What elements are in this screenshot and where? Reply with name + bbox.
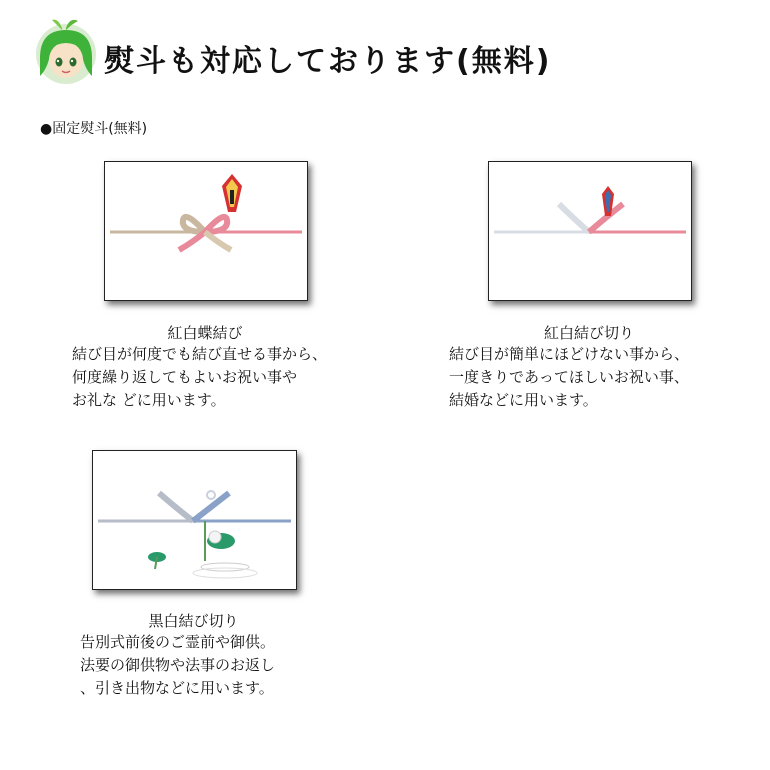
card-title-kokubyaku-musubikiri: 黒白結び切り — [148, 612, 239, 630]
section-label: ●固定熨斗(無料) — [40, 121, 148, 137]
noshi-image-kokubyaku-musubikiri — [92, 450, 297, 590]
card-desc-kohaku-musubikiri: 結び目が簡単にほどけない事から、 一度きりであってほしいお祝い事、 結婚などに用います。 — [449, 345, 690, 409]
card-desc-kohaku-chomusubi: 結び目が何度でも結び直せる事から、 何度繰り返してもよいお祝い事や お礼な どに用います。 — [72, 345, 328, 409]
card-title-kohaku-musubikiri: 紅白結び切り — [543, 324, 634, 342]
card-title-kohaku-chomusubi: 紅白蝶結び — [167, 324, 243, 342]
noshi-image-kohaku-musubikiri — [488, 161, 692, 301]
page-title: 熨斗も対応しております(無料) — [104, 44, 552, 79]
noshi-image-kohaku-chomusubi — [104, 161, 308, 301]
page-header — [32, 18, 752, 88]
card-desc-kokubyaku-musubikiri: 告別式前後のご霊前や御供。 法要の御供物や法事のお返し 、引き出物などに用います。 — [80, 633, 276, 697]
mascot-icon — [32, 18, 100, 86]
